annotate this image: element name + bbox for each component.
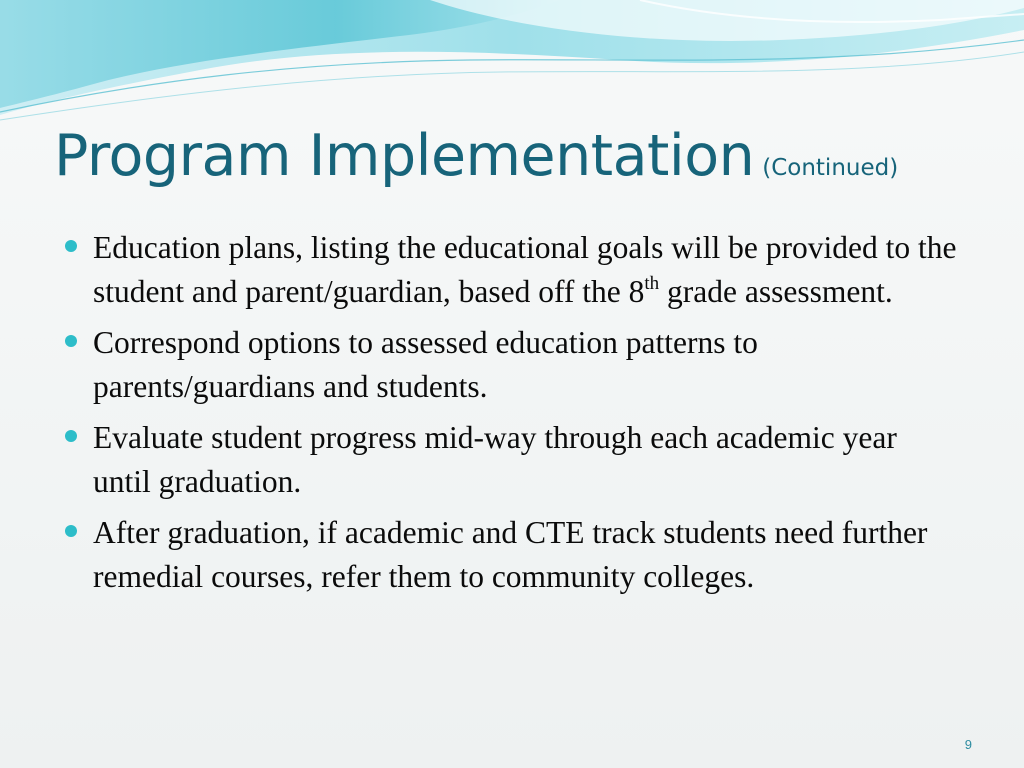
bullet-dot-icon: [65, 240, 77, 252]
bullet-text-continued: grade assessment.: [659, 274, 893, 309]
bullet-item: [62, 226, 962, 314]
bullet-item: [62, 416, 962, 504]
bullet-item: [62, 511, 962, 599]
bullet-dot-icon: [65, 525, 77, 537]
bullet-text: Evaluate student progress mid-way through each academic year until graduation.: [93, 420, 897, 499]
ordinal-superscript: th: [644, 273, 660, 294]
bullet-dot-icon: [65, 335, 77, 347]
bullet-text: After graduation, if academic and CTE track students need further remedial courses, refer them to community colleges.: [93, 515, 928, 594]
title-text: Program Implementation: [54, 123, 755, 189]
bullet-text: Correspond options to assessed education patterns to parents/guardians and students.: [93, 325, 758, 404]
title-suffix: (Continued): [762, 155, 899, 181]
header-wave-decoration: [0, 0, 1024, 140]
slide-title: [54, 123, 899, 189]
bullet-list: [62, 226, 962, 606]
page-number: 9: [964, 737, 972, 752]
bullet-dot-icon: [65, 430, 77, 442]
bullet-item: [62, 321, 962, 409]
bullet-text: Education plans, listing the educational goals will be provided to the student and parent/guardian, based off the 8: [93, 230, 957, 309]
